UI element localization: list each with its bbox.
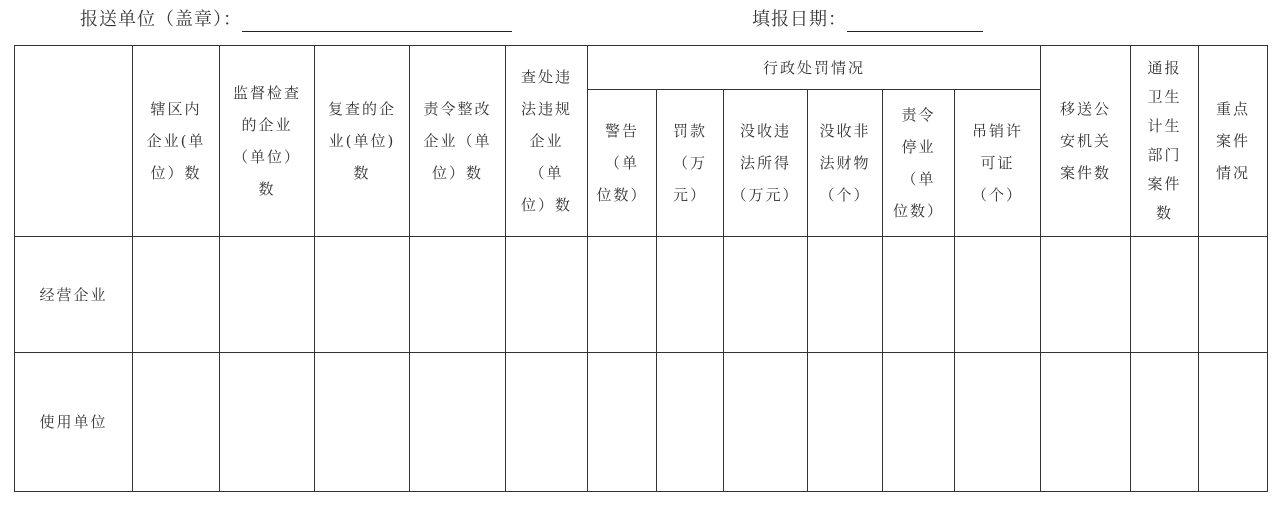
corner-cell <box>15 46 133 237</box>
report-date-blank[interactable] <box>847 9 983 32</box>
data-cell[interactable] <box>955 237 1041 353</box>
data-cell[interactable] <box>410 353 506 492</box>
data-cell[interactable] <box>883 237 955 353</box>
table-row <box>15 353 1268 492</box>
data-cell[interactable] <box>506 237 588 353</box>
data-cell[interactable] <box>220 237 315 353</box>
report-unit-blank[interactable] <box>242 9 512 32</box>
data-cell[interactable] <box>1041 353 1131 492</box>
data-cell[interactable] <box>588 237 657 353</box>
data-cell[interactable] <box>883 353 955 492</box>
data-cell[interactable] <box>808 353 883 492</box>
data-cell[interactable] <box>410 237 506 353</box>
data-cell[interactable] <box>724 237 808 353</box>
data-cell[interactable] <box>657 237 724 353</box>
report-date-label: 填报日期： <box>752 9 847 30</box>
data-cell[interactable] <box>1041 237 1131 353</box>
report-unit-label: 报送单位（盖章）： <box>80 9 242 30</box>
data-cell[interactable] <box>588 353 657 492</box>
data-cell[interactable] <box>506 353 588 492</box>
col-header-4: 责令整改 企业（单 位）数 <box>410 46 506 237</box>
table-row <box>15 237 1268 353</box>
data-cell[interactable] <box>657 353 724 492</box>
row-label-business: 经营企业 <box>15 237 133 353</box>
statistics-table <box>14 45 1268 492</box>
penalty-header-fine: 罚款 （万 元） <box>657 90 724 237</box>
col-header-1: 辖区内 企业(单 位）数 <box>133 46 220 237</box>
data-cell[interactable] <box>133 237 220 353</box>
col-header-notify: 通报 卫生 计生 部门 案件 数 <box>1131 46 1199 237</box>
col-header-5: 查处违 法违规 企业 （单 位）数 <box>506 46 588 237</box>
data-cell[interactable] <box>955 353 1041 492</box>
row-label-user-unit: 使用单位 <box>15 353 133 492</box>
data-cell[interactable] <box>133 353 220 492</box>
data-cell[interactable] <box>220 353 315 492</box>
data-cell[interactable] <box>315 353 410 492</box>
data-cell[interactable] <box>1131 353 1199 492</box>
data-cell[interactable] <box>1199 237 1268 353</box>
data-cell[interactable] <box>724 353 808 492</box>
data-cell[interactable] <box>1131 237 1199 353</box>
penalty-header-revoke: 吊销许 可证 （个） <box>955 90 1041 237</box>
penalty-header-suspend: 责令 停业 （单 位数） <box>883 90 955 237</box>
data-cell[interactable] <box>1199 353 1268 492</box>
penalty-header-warning: 警告 （单 位数） <box>588 90 657 237</box>
report-unit-field <box>80 8 512 32</box>
col-header-transfer: 移送公 安机关 案件数 <box>1041 46 1131 237</box>
report-date-field <box>752 8 983 32</box>
penalty-header-confiscate-income: 没收违 法所得 （万元） <box>724 90 808 237</box>
data-cell[interactable] <box>808 237 883 353</box>
penalty-group-header: 行政处罚情况 <box>588 46 1041 90</box>
penalty-header-confiscate-property: 没收非 法财物 （个） <box>808 90 883 237</box>
data-cell[interactable] <box>315 237 410 353</box>
col-header-2: 监督检查 的企业 （单位） 数 <box>220 46 315 237</box>
col-header-3: 复查的企 业(单位) 数 <box>315 46 410 237</box>
col-header-key-cases: 重点 案件 情况 <box>1199 46 1268 237</box>
